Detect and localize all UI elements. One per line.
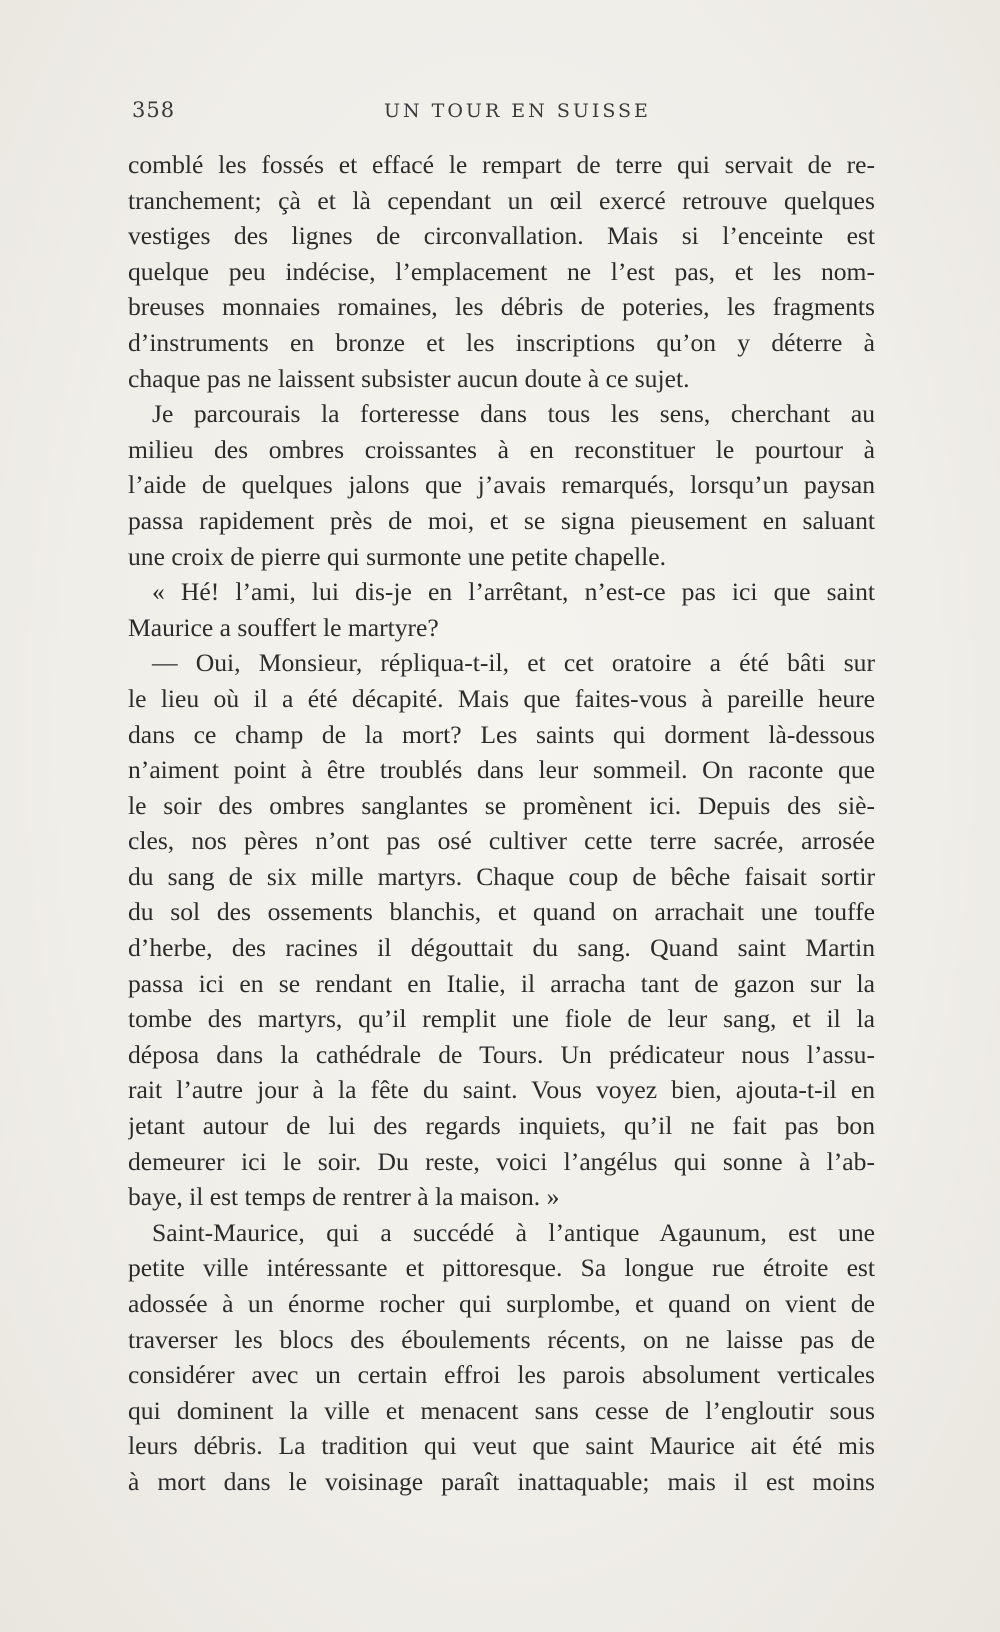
body-text <box>128 147 875 1500</box>
text-line: rait l’autre jour à la fête du saint. Vous voyez bien, ajouta-t-il en <box>128 1075 875 1105</box>
text-line: qui dominent la ville et menacent sans cesse de l’engloutir sous <box>128 1395 875 1425</box>
text-line: demeurer ici le soir. Du reste, voici l’angélus qui sonne à l’ab- <box>128 1146 875 1176</box>
text-line: breuses monnaies romaines, les débris de poteries, les fragments <box>128 292 875 322</box>
text-line: chaque pas ne laissent subsister aucun doute à ce sujet. <box>128 363 690 393</box>
text-line: milieu des ombres croissantes à en reconstituer le pourtour à <box>128 434 875 464</box>
text-line: tombe des martyrs, qu’il remplit une fiole de leur sang, et il la <box>128 1004 875 1034</box>
text-line: tranchement; çà et là cependant un œil exercé retrouve quelques <box>128 185 875 215</box>
text-line: baye, il est temps de rentrer à la maison. » <box>128 1182 560 1212</box>
text-line: une croix de pierre qui surmonte une petite chapelle. <box>128 541 666 571</box>
text-line: du sang de six mille martyrs. Chaque coup de bêche faisait sortir <box>128 861 875 891</box>
text-line: le lieu où il a été décapité. Mais que faites-vous à pareille heure <box>128 683 875 713</box>
text-line: jetant autour de lui des regards inquiets, qu’il ne fait pas bon <box>128 1111 875 1141</box>
text-line: considérer avec un certain effroi les parois absolument verticales <box>128 1360 875 1390</box>
text-line: l’aide de quelques jalons que j’avais remarqués, lorsqu’un paysan <box>128 470 875 500</box>
text-line: n’aiment point à être troublés dans leur sommeil. On raconte que <box>128 755 875 785</box>
text-line: adossée à un énorme rocher qui surplombe, et quand on vient de <box>128 1289 875 1318</box>
text-line: d’instruments en bronze et les inscriptions qu’on y déterre à <box>128 327 875 357</box>
text-line: comblé les fossés et effacé le rempart de terre qui servait de re- <box>128 150 875 179</box>
text-line: déposa dans la cathédrale de Tours. Un prédicateur nous l’assu- <box>128 1039 875 1069</box>
text-line: passa rapidement près de moi, et se signa pieusement en saluant <box>128 505 875 535</box>
text-line: d’herbe, des racines il dégouttait du sang. Quand saint Martin <box>128 933 875 963</box>
text-line: traverser les blocs des éboulements récents, on ne laisse pas de <box>128 1324 875 1354</box>
text-line: petite ville intéressante et pittoresque. Sa longue rue étroite est <box>128 1253 875 1283</box>
running-head <box>132 98 872 130</box>
text-line: à mort dans le voisinage paraît inattaquable; mais il est moins <box>128 1466 875 1496</box>
text-line: Je parcourais la forteresse dans tous les sens, cherchant au <box>152 399 875 429</box>
text-line: cles, nos pères n’ont pas osé cultiver cette terre sacrée, arrosée <box>128 826 875 856</box>
running-title: UN TOUR EN SUISSE <box>384 100 651 122</box>
text-line: quelque peu indécise, l’emplacement ne l’est pas, et les nom- <box>128 256 875 286</box>
text-line: vestiges des lignes de circonvallation. Mais si l’enceinte est <box>128 221 875 251</box>
text-line: dans ce champ de la mort? Les saints qui dorment là-dessous <box>128 719 875 749</box>
text-line: « Hé! l’ami, lui dis-je en l’arrêtant, n’est-ce pas ici que saint <box>152 577 875 607</box>
text-line: le soir des ombres sanglantes se promènent ici. Depuis des siè- <box>128 790 875 820</box>
page-number: 358 <box>132 98 176 122</box>
text-line: Saint-Maurice, qui a succédé à l’antique Agaunum, est une <box>152 1217 875 1247</box>
text-line: du sol des ossements blanchis, et quand on arrachait une touffe <box>128 897 875 927</box>
text-line: — Oui, Monsieur, répliqua-t-il, et cet oratoire a été bâti sur <box>152 648 875 678</box>
text-line: leurs débris. La tradition qui veut que saint Maurice ait été mis <box>128 1431 875 1461</box>
text-line: Maurice a souffert le martyre? <box>128 612 439 642</box>
text-line: passa ici en se rendant en Italie, il arracha tant de gazon sur la <box>128 968 875 998</box>
